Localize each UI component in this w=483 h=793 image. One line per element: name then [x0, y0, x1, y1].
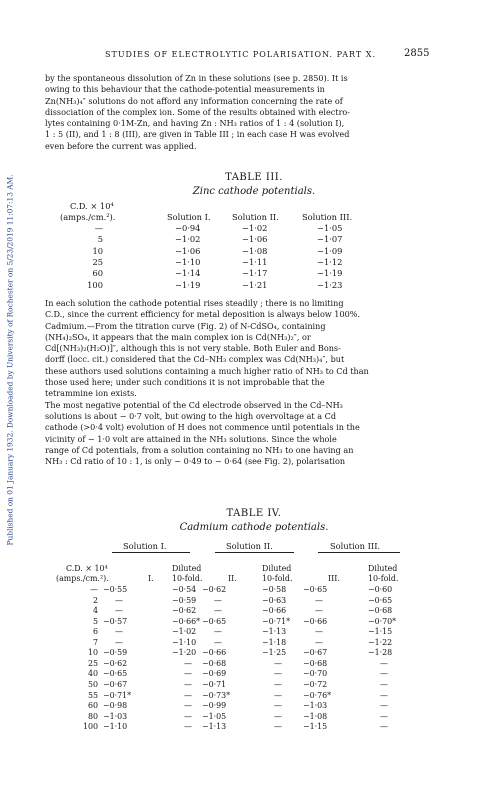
- text-line: C.D., since the current efficiency for metal deposition is always below 100%.: [45, 309, 361, 320]
- table-4-cell: −0·62: [202, 585, 227, 594]
- table-4-cell: −1·10: [103, 722, 128, 732]
- download-watermark-text: Published on 01 January 1932. Downloaded by University of Rochester on 5/23/2019 11:07:13 AM.: [5, 174, 15, 546]
- table-4-cell: −1·03: [303, 701, 328, 711]
- table-4-cell: −0·66: [262, 606, 287, 616]
- table-4-cell: −0·65: [303, 585, 328, 594]
- table-4-cell: −0·70*: [368, 616, 397, 626]
- table-3-cd-value: 100: [87, 279, 103, 290]
- table-4-cell: −0·65: [202, 616, 227, 626]
- table-4-group-header: Solution III.: [330, 541, 381, 551]
- table-3-column-header: Solution III.: [302, 212, 353, 222]
- table-4-cell: −0·68: [202, 658, 227, 668]
- table-4-cell: −0·67: [103, 679, 128, 689]
- table-4-cell: —: [274, 722, 282, 732]
- table-4-cell: —: [115, 637, 123, 647]
- table-4-cell: —: [380, 690, 388, 700]
- page-number: 2855: [404, 48, 430, 59]
- download-watermark: [1, 60, 19, 660]
- table-4-cell: —: [380, 701, 388, 711]
- group-rule: [112, 552, 190, 553]
- table-4-cell: −0·71*: [103, 690, 132, 700]
- group-rule: [215, 552, 294, 553]
- table-3-cell: −1·11: [242, 256, 268, 267]
- text-line: those used here; under such conditions it is not improbable that the: [45, 377, 325, 388]
- table-4-cell: —: [274, 679, 282, 689]
- table-4-cell: —: [115, 627, 123, 637]
- group-rule: [318, 552, 400, 553]
- table-4-cell: —: [184, 669, 192, 679]
- table-4-caption: TABLE IV.: [226, 508, 282, 519]
- table-3-subcaption: Zinc cathode potentials.: [192, 186, 316, 197]
- table-4-cd-value: 4: [92, 606, 98, 616]
- table-3-cell: −1·23: [317, 279, 343, 290]
- text-line: Cadmium.—From the titration curve (Fig. 2) of N-CdSO₄, containing: [45, 320, 326, 331]
- table-4-cell: −0·99: [202, 701, 227, 711]
- table-4-cell: −0·71: [202, 679, 227, 689]
- table-4-cd-value: 6: [92, 627, 98, 637]
- table-4-cd-value: —: [90, 585, 98, 594]
- text-line: dorff (locc. cit.) considered that the Cd–NH₃ complex was Cd(NH₃)₄″, but: [45, 354, 345, 365]
- table-4-cell: —: [380, 658, 388, 668]
- table-4-cell: −0·76*: [303, 690, 332, 700]
- table-4-cell: −0·62: [103, 658, 128, 668]
- table-3-cd-value: 25: [92, 256, 103, 267]
- text-line: solutions is about − 0·7 volt, but owing to the high overvoltage at a Cd: [45, 410, 336, 421]
- table-4-cell: —: [315, 637, 323, 647]
- table-4-cell: —: [184, 690, 192, 700]
- paragraph-cadmium: [45, 298, 463, 467]
- table-3-cell: −1·09: [317, 245, 343, 256]
- table-4-cell: −1·05: [202, 711, 227, 721]
- text-line: even before the current was applied.: [45, 140, 197, 151]
- table-3-cell: −1·14: [175, 268, 201, 279]
- text-line: The most negative potential of the Cd electrode observed in the Cd–NH₃: [45, 399, 343, 410]
- table-3-cell: −1·21: [242, 279, 268, 290]
- table-4-cell: −0·66*: [172, 616, 201, 626]
- table-4-cell: —: [184, 701, 192, 711]
- text-line: Cd[(NH₃)₂(H₂O)]″, although this is not very stable. Both Euler and Bons-: [45, 343, 341, 354]
- text-line: tetrammine ion exists.: [45, 388, 137, 399]
- table-4-cell: —: [274, 658, 282, 668]
- table-3-cell: −1·06: [175, 245, 201, 256]
- table-3-cell: −1·19: [317, 268, 343, 279]
- table-4-cell: —: [274, 701, 282, 711]
- table-4-cell: −1·13: [202, 722, 227, 732]
- table-4-subheader: II.: [228, 574, 237, 583]
- table-4-cell: —: [184, 679, 192, 689]
- table-4-cd-value: 7: [92, 637, 98, 647]
- text-line: owing to this behaviour that the cathode-potential measurements in: [45, 84, 325, 95]
- table-3-cell: −1·05: [317, 223, 343, 233]
- text-line: cathode (>0·4 volt) evolution of H does not commence until potentials in the: [45, 422, 360, 433]
- table-4-cell: —: [184, 658, 192, 668]
- table-4-subheader: 10-fold.: [368, 574, 399, 583]
- table-4-cell: −0·62: [172, 606, 197, 616]
- table-4-cell: −1·15: [368, 627, 393, 637]
- table-4-cell: −1·18: [262, 637, 287, 647]
- table-4-cell: −0·54: [172, 585, 197, 594]
- table-4-cell: —: [315, 627, 323, 637]
- table-4-cell: −0·66: [202, 648, 227, 658]
- table-4-subheader: Diluted: [262, 564, 292, 573]
- table-4-cell: −0·65: [103, 669, 128, 679]
- table-4-cell: −0·63: [262, 595, 287, 605]
- text-line: In each solution the cathode potential rises steadily ; there is no limiting: [45, 298, 344, 308]
- table-4-cell: −1·02: [172, 627, 197, 637]
- table-4-cell: —: [315, 606, 323, 616]
- table-4-cell: −0·68: [368, 606, 393, 616]
- table-4-cd-units: (amps./cm.²).: [56, 574, 109, 583]
- table-4-cell: −1·13: [262, 627, 287, 637]
- table-4-cell: −0·58: [262, 585, 287, 594]
- table-4-cell: —: [214, 606, 222, 616]
- table-3-cd-value: 10: [92, 245, 103, 256]
- table-3-cd-value: —: [94, 223, 103, 233]
- table-3-cell: −1·17: [242, 268, 268, 279]
- text-line: these authors used solutions containing a much higher ratio of NH₃ to Cd than: [45, 365, 369, 376]
- table-4-cell: −0·67: [303, 648, 328, 658]
- table-4-cell: —: [380, 711, 388, 721]
- table-4-cd-value: 25: [87, 658, 98, 668]
- table-4-cell: −0·69: [202, 669, 227, 679]
- table-4-cell: −1·10: [172, 637, 197, 647]
- table-4-cell: −0·98: [103, 701, 128, 711]
- text-line: Zn(NH₃)₄″ solutions do not afford any information concerning the rate of: [45, 95, 343, 106]
- table-3-cell: −1·19: [175, 279, 201, 290]
- table-4-cell: −0·70: [303, 669, 328, 679]
- table-4-group-header: Solution II.: [226, 541, 273, 551]
- table-4-cell: −0·60: [368, 585, 393, 594]
- table-4-cell: −1·03: [103, 711, 128, 721]
- table-4-cell: —: [214, 627, 222, 637]
- table-3-cd-header: C.D. × 10⁴: [70, 201, 114, 211]
- table-3-column-header: Solution II.: [232, 212, 279, 222]
- table-4-cell: −0·57: [103, 616, 128, 626]
- table-3-column-header: Solution I.: [167, 212, 211, 222]
- table-3-cell: −1·07: [317, 234, 343, 245]
- table-3-cd-units: (amps./cm.²).: [60, 212, 116, 222]
- table-4-cell: −0·66: [303, 616, 328, 626]
- table-4-cell: −0·68: [303, 658, 328, 668]
- text-line: by the spontaneous dissolution of Zn in these solutions (see p. 2850). It is: [45, 73, 348, 83]
- table-4-subheader: III.: [328, 574, 340, 583]
- table-3-cell: −1·06: [242, 234, 268, 245]
- table-3-cell: −1·08: [242, 245, 268, 256]
- table-4-cell: −0·59: [103, 648, 128, 658]
- text-line: lytes containing 0·1M-Zn, and having Zn : NH₃ ratios of 1 : 4 (solution I),: [45, 118, 345, 129]
- table-4-cell: —: [274, 669, 282, 679]
- table-4-cell: −0·73*: [202, 690, 231, 700]
- table-3-cd-value: 5: [97, 234, 103, 245]
- table-3-cell: −1·10: [175, 256, 201, 267]
- table-4-cell: −0·72: [303, 679, 328, 689]
- table-4-cell: −1·25: [262, 648, 287, 658]
- table-3-cell: −0·94: [175, 223, 201, 233]
- table-4-cd-value: 40: [87, 669, 98, 679]
- table-3-cell: −1·02: [175, 234, 201, 245]
- table-3-caption: TABLE III.: [225, 172, 283, 183]
- table-4-cd-value: 55: [87, 690, 98, 700]
- table-4-cell: −0·71*: [262, 616, 291, 626]
- text-line: NH₃ : Cd ratio of 10 : 1, is only − 0·49 to − 0·64 (see Fig. 2), polarisation: [45, 456, 346, 467]
- table-4-cd-value: 80: [87, 711, 98, 721]
- table-4-cell: —: [115, 606, 123, 616]
- table-4-cd-value: 50: [87, 679, 98, 689]
- table-4-cell: —: [315, 595, 323, 605]
- table-4-subheader: 10-fold.: [172, 574, 203, 583]
- text-line: 1 : 5 (II), and 1 : 8 (III), are given in Table III ; in each case H was evolved: [45, 129, 350, 140]
- table-4-cd-value: 5: [92, 616, 98, 626]
- table-4-subheader: Diluted: [172, 564, 202, 573]
- table-4-cell: —: [115, 595, 123, 605]
- table-4-cell: −1·28: [368, 648, 393, 658]
- table-4-cell: —: [214, 637, 222, 647]
- table-4-cell: —: [380, 669, 388, 679]
- table-4-subheader: I.: [148, 574, 154, 583]
- table-4-subcaption: Cadmium cathode potentials.: [179, 522, 329, 533]
- table-4-cell: —: [380, 722, 388, 732]
- table-4-cd-value: 100: [82, 722, 98, 732]
- text-line: range of Cd potentials, from a solution containing no NH₃ to one having an: [45, 444, 354, 455]
- table-4-cd-header: C.D. × 10⁴: [66, 564, 108, 573]
- table-4-cell: −0·55: [103, 585, 128, 594]
- text-line: vicinity of − 1·0 volt are attained in the NH₃ solutions. Since the whole: [45, 433, 337, 444]
- table-4-cell: —: [214, 595, 222, 605]
- table-3-cell: −1·12: [317, 256, 343, 267]
- table-4-cell: −0·65: [368, 595, 393, 605]
- table-4-cell: −1·22: [368, 637, 393, 647]
- table-4-cell: −1·08: [303, 711, 328, 721]
- table-4-cell: —: [274, 690, 282, 700]
- table-4-cd-value: 60: [87, 701, 98, 711]
- table-4-cd-value: 2: [92, 595, 98, 605]
- table-4-cell: −1·15: [303, 722, 328, 732]
- running-head: STUDIES OF ELECTROLYTIC POLARISATION. PART X.: [105, 50, 377, 59]
- table-4-cell: —: [274, 711, 282, 721]
- table-4-subheader: Diluted: [368, 564, 398, 573]
- table-3-cell: −1·02: [242, 223, 268, 233]
- table-4-cell: —: [380, 679, 388, 689]
- table-4-cd-value: 10: [87, 648, 98, 658]
- table-4-group-header: Solution I.: [123, 541, 167, 551]
- table-4-cell: −0·59: [172, 595, 197, 605]
- text-line: (NH₄)₂SO₄, it appears that the main complex ion is Cd(NH₃)₂″, or: [45, 331, 311, 342]
- table-3-cd-value: 60: [92, 268, 103, 279]
- paragraph-intro: [45, 73, 463, 152]
- table-4-subheader: 10-fold.: [262, 574, 293, 583]
- text-line: dissociation of the complex ion. Some of the results obtained with electro-: [45, 106, 351, 117]
- table-4-cell: —: [184, 711, 192, 721]
- table-4-cell: —: [184, 722, 192, 732]
- table-4-cell: −1·20: [172, 648, 197, 658]
